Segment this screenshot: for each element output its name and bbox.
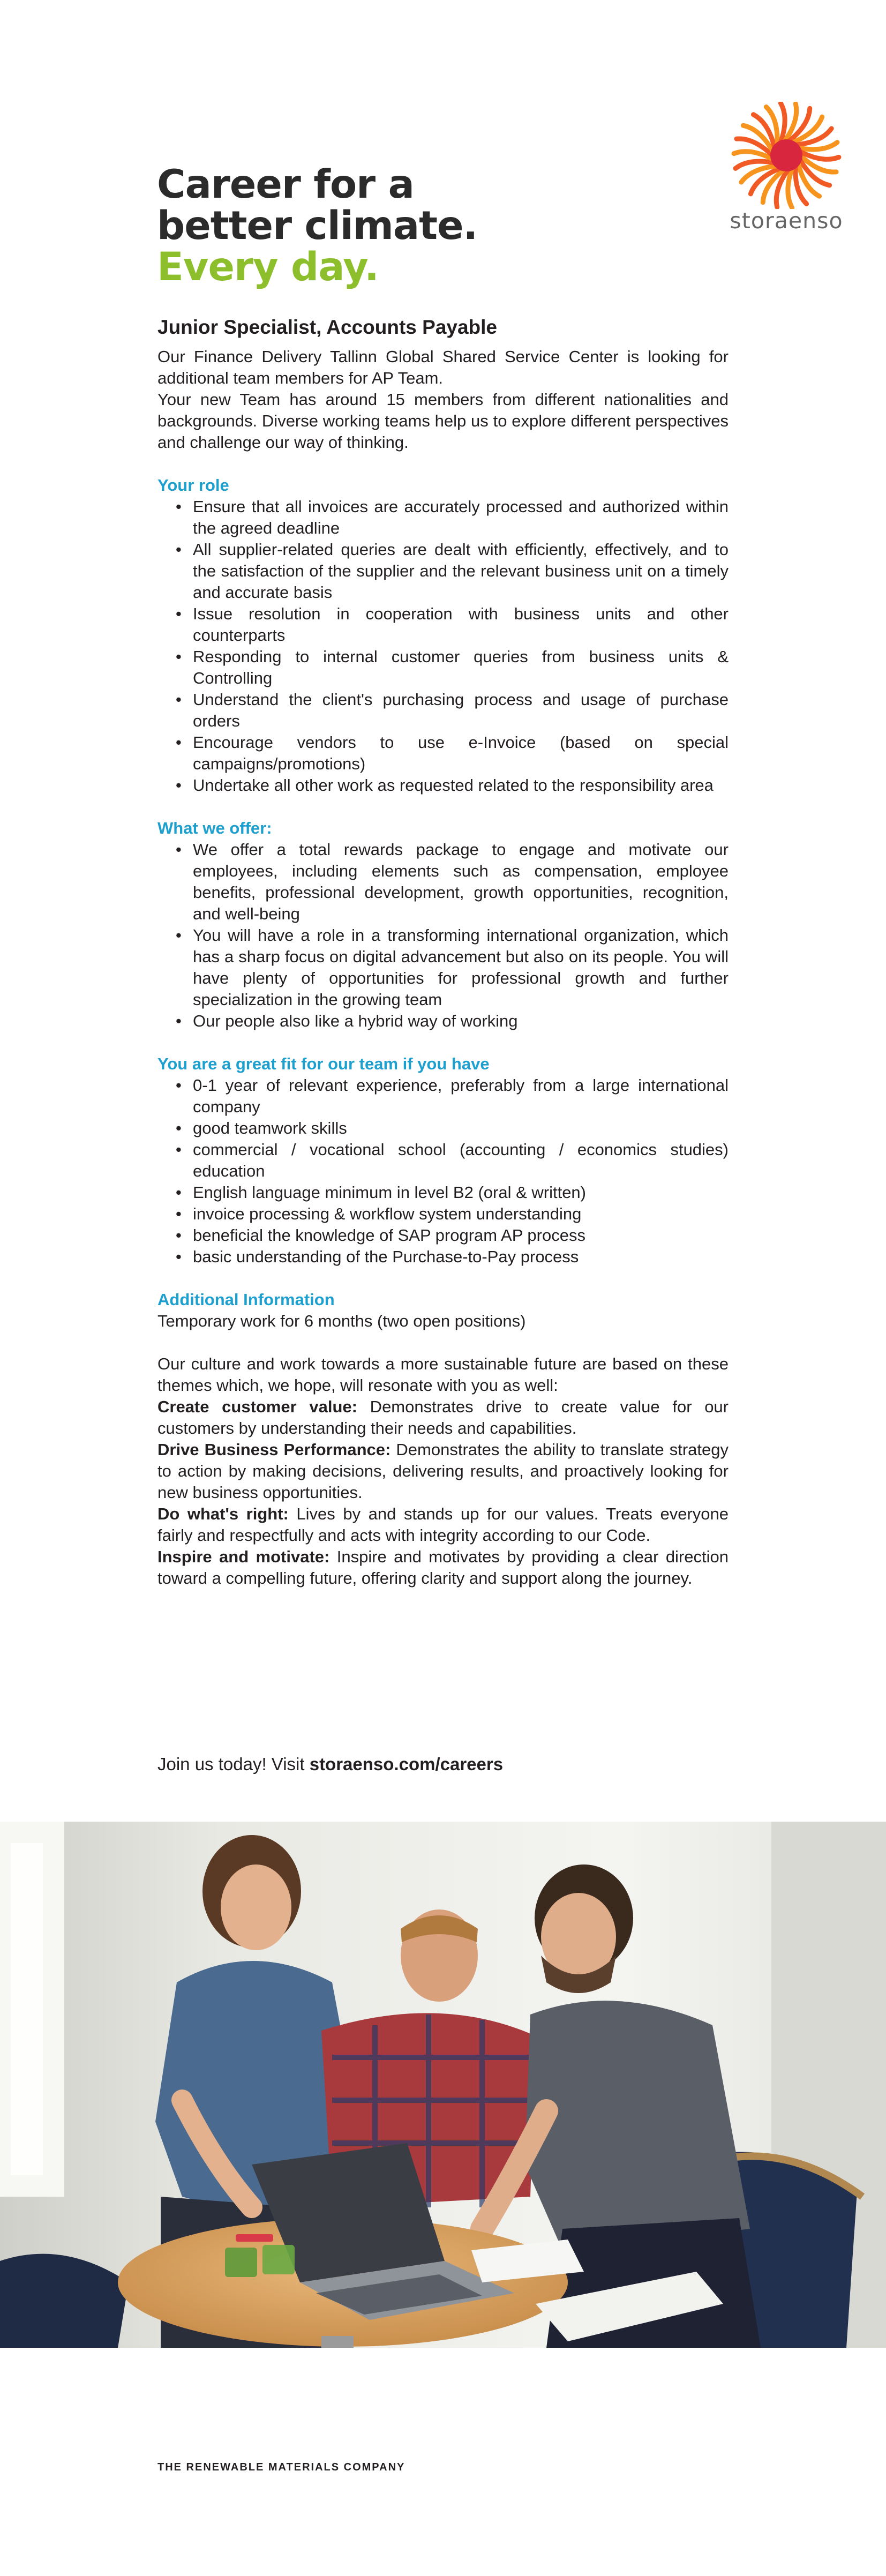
role-item: • Ensure that all invoices are accurately processed and authorized within the agreed deadline (193, 496, 729, 539)
team-working-at-laptop-image (0, 1822, 886, 2348)
intro-paragraph-1: Our Finance Delivery Tallinn Global Shared Service Center is looking for additional team members for AP Team. (157, 347, 729, 387)
role-item: • Responding to internal customer queries from business units & Controlling (193, 646, 729, 689)
value-item (157, 1503, 729, 1546)
additional-info-heading: Additional Information (157, 1290, 335, 1309)
role-item: • Undertake all other work as requested related to the responsibility area (193, 775, 729, 796)
value-item (157, 1439, 729, 1503)
value-item (157, 1546, 729, 1589)
value-description: Lives by and stands up for our values. Treats everyone fairly and respectfully and acts with integrity according to our Code. (157, 1504, 729, 1545)
value-description: Demonstrates the ability to translate strategy to action by making decisions, delivering results, and proactively looking for new business opportunities. (157, 1440, 729, 1502)
fit-item: • good teamwork skills (193, 1118, 729, 1139)
sun-burst-logo-icon (727, 102, 845, 209)
additional-info-text: Temporary work for 6 months (two open positions) (157, 1312, 526, 1330)
fit-item: • invoice processing & workflow system understanding (193, 1203, 729, 1225)
value-item (157, 1396, 729, 1439)
job-posting-content (157, 315, 729, 1589)
role-item: • Understand the client's purchasing process and usage of purchase orders (193, 689, 729, 732)
footer-tagline: THE RENEWABLE MATERIALS COMPANY (157, 2461, 406, 2473)
offer-item: • We offer a total rewards package to engage and motivate our employees, including elements such as compensation, employee benefits, professional development, growth opportunities, recognition, and well-being (193, 839, 729, 925)
fit-item: • commercial / vocational school (accounting / economics studies) education (193, 1139, 729, 1182)
fit-item: • English language minimum in level B2 (oral & written) (193, 1182, 729, 1203)
team-photo (0, 1822, 886, 2348)
headline-line-1: Career for a (157, 162, 414, 207)
fit-heading: You are a great fit for our team if you have (157, 1054, 490, 1073)
join-call-to-action (157, 1753, 503, 1776)
role-item: • All supplier-related queries are dealt with efficiently, effectively, and to the satisfaction of the supplier and the relevant business unit on a timely and accurate basis (193, 539, 729, 603)
intro-paragraph-2: Your new Team has around 15 members from different nationalities and backgrounds. Diverse working teams help us to explore different perspectives and challenge our way of thinking. (157, 390, 729, 452)
fit-list (157, 1075, 729, 1268)
value-description: Inspire and motivates by providing a clear direction toward a compelling future, offering clarity and support along the journey. (157, 1547, 729, 1587)
value-name: Drive Business Performance: (157, 1440, 391, 1459)
join-prefix: Join us today! Visit (157, 1754, 310, 1774)
offer-item: • You will have a role in a transforming international organization, which has a sharp focus on digital advancement but also on its people. You will have plenty of opportunities for professional growth and further specialization in the growing team (193, 925, 729, 1010)
value-name: Do what's right: (157, 1504, 289, 1523)
logo-ray (780, 103, 785, 143)
offer-heading: What we offer: (157, 819, 272, 837)
headline-line-2: better climate. (157, 203, 478, 249)
careers-link[interactable]: storaenso.com/careers (309, 1754, 504, 1774)
headline (157, 164, 477, 288)
job-title: Junior Specialist, Accounts Payable (157, 316, 498, 338)
fit-item: • 0-1 year of relevant experience, preferably from a large international company (193, 1075, 729, 1118)
offer-list (157, 839, 729, 1032)
role-heading: Your role (157, 476, 229, 495)
logo-wordmark: storaenso (730, 208, 843, 234)
role-list (157, 496, 729, 796)
fit-item: • basic understanding of the Purchase-to-Pay process (193, 1246, 729, 1268)
value-name: Inspire and motivate: (157, 1547, 330, 1566)
stora-enso-logo (727, 102, 845, 241)
culture-values (157, 1353, 729, 1589)
headline-line-3: Every day. (157, 244, 379, 290)
offer-item: • Our people also like a hybrid way of working (193, 1010, 729, 1032)
role-item: • Encourage vendors to use e-Invoice (based on special campaigns/promotions) (193, 732, 729, 775)
logo-center (770, 139, 802, 171)
value-name: Create customer value: (157, 1397, 357, 1416)
logo-ray (788, 168, 792, 208)
value-description: Demonstrates drive to create value for our customers by understanding their needs and capabilities. (157, 1397, 729, 1437)
culture-intro: Our culture and work towards a more sustainable future are based on these themes which, we hope, will resonate with you as well: (157, 1354, 729, 1395)
fit-item: • beneficial the knowledge of SAP program AP process (193, 1225, 729, 1246)
role-item: • Issue resolution in cooperation with business units and other counterparts (193, 603, 729, 646)
